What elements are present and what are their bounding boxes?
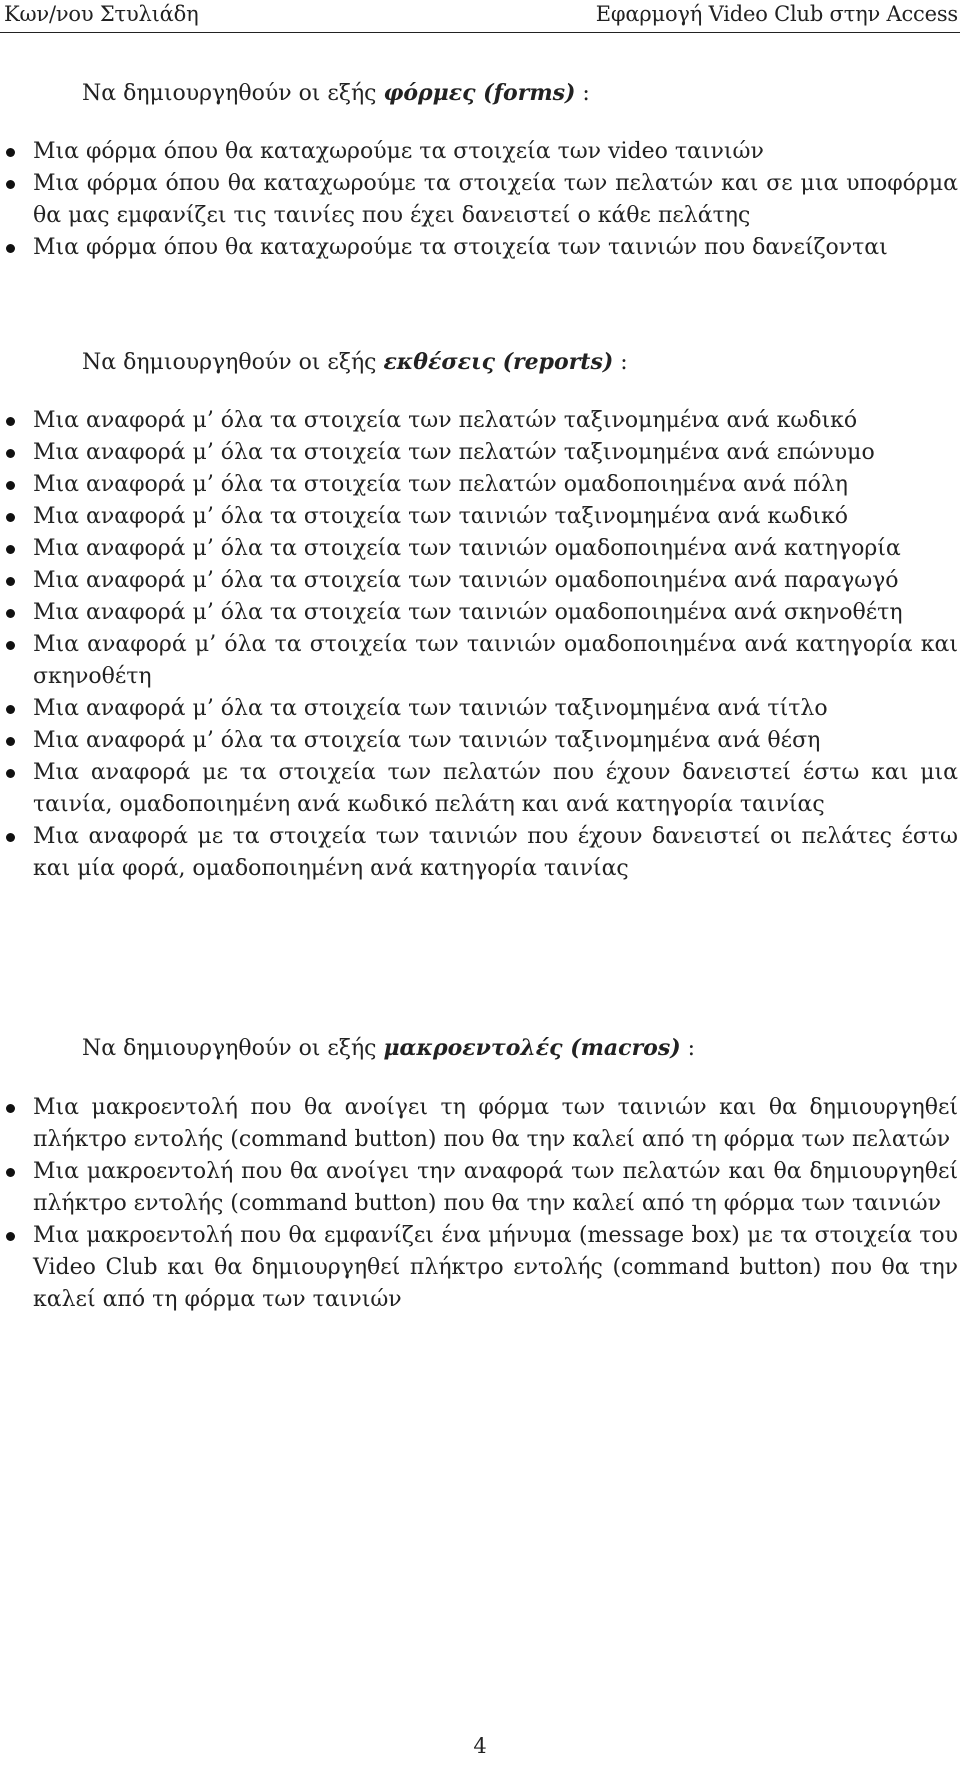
list-item-text: Μια αναφορά μ’ όλα τα στοιχεία των ταινιών ομαδοποιημένα ανά σκηνοθέτη <box>33 600 903 625</box>
header-author: Κων/νου Στυλιάδη <box>4 2 199 26</box>
macros-heading-term: μακροεντολές (macros) <box>383 1035 681 1061</box>
bullet-icon <box>6 737 15 746</box>
bullet-icon <box>6 449 15 458</box>
bullet-icon <box>6 705 15 714</box>
list-item <box>0 533 958 565</box>
list-item-text: Μια αναφορά μ’ όλα τα στοιχεία των ταινιών ομαδοποιημένα ανά κατηγορία <box>33 536 901 561</box>
list-item <box>0 405 958 437</box>
header-divider <box>0 32 960 33</box>
list-item-text: Μια μακροεντολή που θα ανοίγει τη φόρμα των ταινιών και θα δημιουργηθεί πλήκτρο εντολής (command button) που θα την καλεί από τη φόρμα των πελατών <box>33 1095 958 1152</box>
bullet-icon <box>6 1104 15 1113</box>
list-item <box>0 629 958 693</box>
bullet-icon <box>6 417 15 426</box>
bullet-icon <box>6 180 15 189</box>
list-item-text: Μια αναφορά μ’ όλα τα στοιχεία των πελατών ομαδοποιημένα ανά πόλη <box>33 472 848 497</box>
list-item <box>0 1220 958 1316</box>
list-item <box>0 725 958 757</box>
list-item <box>0 469 958 501</box>
list-item-text: Μια μακροεντολή που θα ανοίγει την αναφορά των πελατών και θα δημιουργηθεί πλήκτρο εντολής (command button) που θα την καλεί από τη φόρμα των ταινιών <box>33 1159 958 1216</box>
reports-heading-suffix: : <box>613 350 628 375</box>
bullet-icon <box>6 244 15 253</box>
list-item <box>0 136 958 168</box>
page-header <box>0 2 960 32</box>
macros-heading-suffix: : <box>680 1036 696 1061</box>
list-item-text: Μια αναφορά μ’ όλα τα στοιχεία των πελατών ταξινομημένα ανά επώνυμο <box>33 440 875 465</box>
forms-heading-suffix: : <box>575 81 590 106</box>
list-item-text: Μια μακροεντολή που θα εμφανίζει ένα μήνυμα (message box) με τα στοιχεία του Video Club και θα δημιουργηθεί πλήκτρο εντολής (command button) που θα την καλεί από τη φόρμα των ταινιών <box>33 1223 958 1312</box>
reports-heading-term: εκθέσεις (reports) <box>383 349 614 375</box>
list-item-text: Μια αναφορά μ’ όλα τα στοιχεία των ταινιών ομαδοποιημένα ανά παραγωγό <box>33 568 899 593</box>
forms-heading-term: φόρμες (forms) <box>383 80 576 106</box>
macros-heading-prefix: Να δημιουργηθούν οι εξής <box>82 1036 384 1061</box>
reports-heading <box>82 349 628 375</box>
forms-heading-prefix: Να δημιουργηθούν οι εξής <box>82 81 384 106</box>
list-item-text: Μια αναφορά μ’ όλα τα στοιχεία των πελατών ταξινομημένα ανά κωδικό <box>33 408 858 433</box>
list-item <box>0 1156 958 1220</box>
list-item-text: Μια φόρμα όπου θα καταχωρούμε τα στοιχεία των ταινιών που δανείζονται <box>33 235 888 260</box>
list-item-text: Μια αναφορά μ’ όλα τα στοιχεία των ταινιών ομαδοποιημένα ανά κατηγορία και σκηνοθέτη <box>33 632 958 689</box>
list-item-text: Μια αναφορά μ’ όλα τα στοιχεία των ταινιών ταξινομημένα ανά κωδικό <box>33 504 848 529</box>
list-item <box>0 597 958 629</box>
forms-list <box>0 136 960 264</box>
bullet-icon <box>6 833 15 842</box>
page-number: 4 <box>473 1734 487 1758</box>
list-item <box>0 501 958 533</box>
list-item <box>0 821 958 885</box>
bullet-icon <box>6 481 15 490</box>
forms-heading <box>82 80 590 106</box>
list-item-text: Μια αναφορά με τα στοιχεία των ταινιών που έχουν δανειστεί οι πελάτες έστω και μία φορά, ομαδοποιημένη ανά κατηγορία ταινίας <box>33 824 958 881</box>
bullet-icon <box>6 641 15 650</box>
bullet-icon <box>6 1168 15 1177</box>
bullet-icon <box>6 577 15 586</box>
list-item <box>0 437 958 469</box>
macros-list <box>0 1092 960 1316</box>
reports-list <box>0 405 960 885</box>
header-title: Εφαρμογή Video Club στην Access <box>595 2 958 26</box>
list-item-text: Μια αναφορά μ’ όλα τα στοιχεία των ταινιών ταξινομημένα ανά θέση <box>33 728 821 753</box>
list-item-text: Μια αναφορά με τα στοιχεία των πελατών που έχουν δανειστεί έστω και μια ταινία, ομαδοποιημένη ανά κωδικό πελάτη και ανά κατηγορία ταινίας <box>33 760 958 817</box>
list-item-text: Μια αναφορά μ’ όλα τα στοιχεία των ταινιών ταξινομημένα ανά τίτλο <box>33 696 828 721</box>
bullet-icon <box>6 545 15 554</box>
list-item <box>0 232 958 264</box>
list-item <box>0 565 958 597</box>
bullet-icon <box>6 769 15 778</box>
list-item <box>0 693 958 725</box>
bullet-icon <box>6 1232 15 1241</box>
list-item <box>0 1092 958 1156</box>
list-item <box>0 757 958 821</box>
list-item-text: Μια φόρμα όπου θα καταχωρούμε τα στοιχεία των πελατών και σε μια υποφόρμα θα μας εμφανίζει τις ταινίες που έχει δανειστεί ο κάθε πελάτης <box>33 171 958 228</box>
list-item-text: Μια φόρμα όπου θα καταχωρούμε τα στοιχεία των video ταινιών <box>33 139 764 164</box>
macros-heading <box>82 1035 695 1061</box>
bullet-icon <box>6 609 15 618</box>
bullet-icon <box>6 148 15 157</box>
list-item <box>0 168 958 232</box>
reports-heading-prefix: Να δημιουργηθούν οι εξής <box>82 350 384 375</box>
bullet-icon <box>6 513 15 522</box>
